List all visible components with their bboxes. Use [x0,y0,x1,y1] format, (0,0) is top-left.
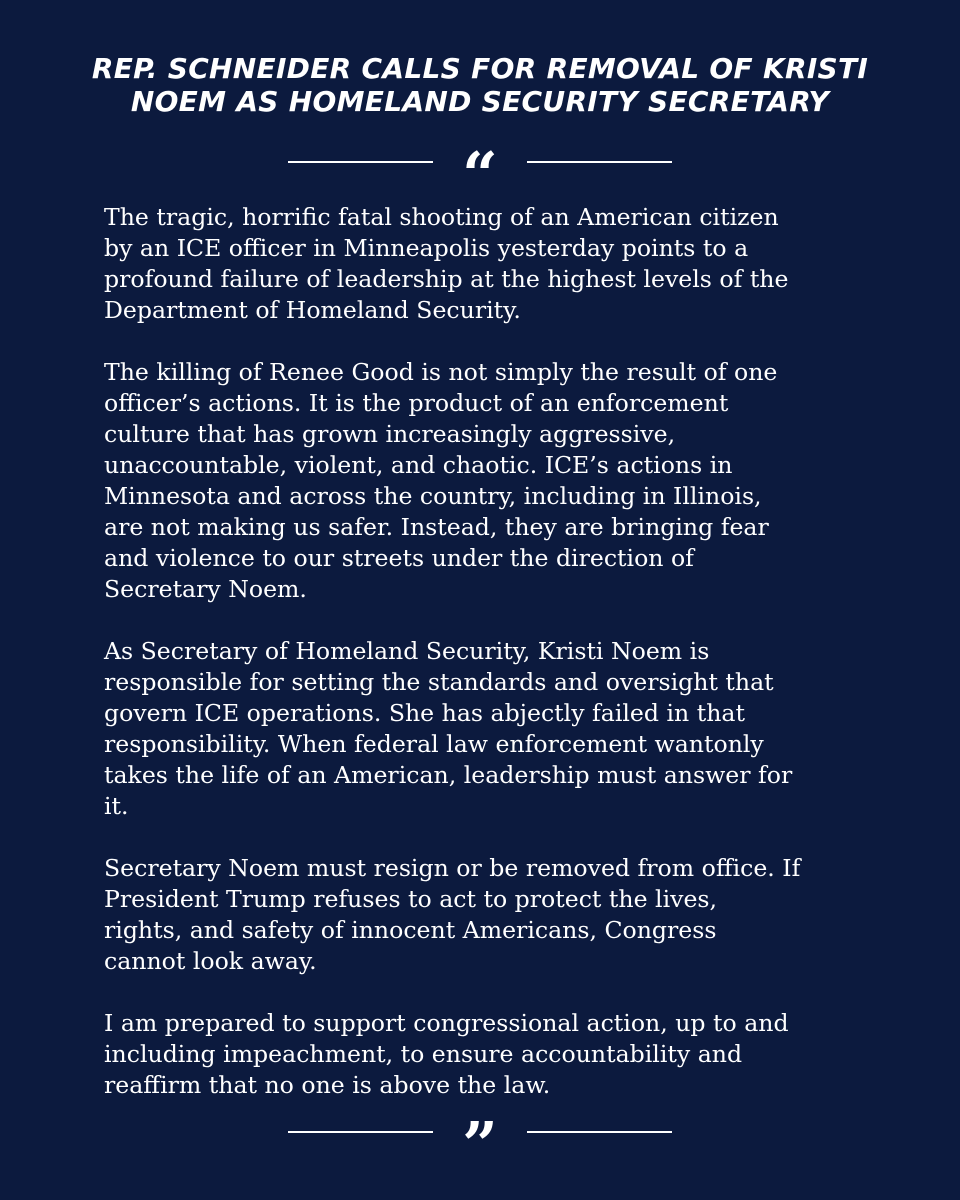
paragraph-line: responsible for setting the standards and oversight that [104,668,774,696]
paragraph-line: President Trump refuses to act to protect the lives, [104,885,718,913]
statement-paragraph [104,357,874,605]
paragraph-line: Minnesota and across the country, including in Illinois, [104,482,762,510]
paragraph-line: unaccountable, violent, and chaotic. ICE’s actions in [104,451,733,479]
paragraph-line: I am prepared to support congressional action, up to and [104,1009,789,1037]
paragraph-line: are not making us safer. Instead, they are bringing fear [104,513,769,541]
divider-rule-left [288,1131,433,1133]
paragraph-line: The killing of Renee Good is not simply the result of one [104,358,778,386]
paragraph-line: by an ICE officer in Minneapolis yesterday points to a [104,234,749,262]
paragraph-line: profound failure of leadership at the highest levels of the [104,265,789,293]
headline-line: NOEM AS HOMELAND SECURITY SECRETARY [130,85,830,118]
statement-paragraph [104,202,874,326]
headline [0,52,960,118]
divider-rule-left [288,161,433,163]
divider-rule-right [527,161,672,163]
statement-body [104,202,874,1132]
closing-quote-divider [0,1108,960,1181]
paragraph-line: rights, and safety of innocent Americans, Congress [104,916,717,944]
paragraph-line: and violence to our streets under the direction of [104,544,694,572]
paragraph-line: cannot look away. [104,947,317,975]
paragraph-line: Secretary Noem must resign or be removed from office. If [104,854,801,882]
paragraph-line: including impeachment, to ensure accountability and [104,1040,743,1068]
open-quote-icon: “ [462,138,498,211]
headline-line: REP. SCHNEIDER CALLS FOR REMOVAL OF KRISTI [91,52,869,85]
paragraph-line: responsibility. When federal law enforcement wantonly [104,730,764,758]
statement-paragraph [104,853,874,977]
paragraph-line: reaffirm that no one is above the law. [104,1071,551,1099]
opening-quote-divider [0,138,960,211]
paragraph-line: As Secretary of Homeland Security, Kristi Noem is [104,637,710,665]
statement-paragraph [104,636,874,822]
paragraph-line: govern ICE operations. She has abjectly failed in that [104,699,745,727]
paragraph-line: takes the life of an American, leadership must answer for [104,761,793,789]
paragraph-line: it. [104,792,129,820]
statement-paragraph [104,1008,874,1101]
paragraph-line: Department of Homeland Security. [104,296,521,324]
paragraph-line: officer’s actions. It is the product of an enforcement [104,389,729,417]
close-quote-icon: ” [462,1108,498,1181]
paragraph-line: Secretary Noem. [104,575,307,603]
paragraph-line: The tragic, horrific fatal shooting of an American citizen [104,203,779,231]
paragraph-line: culture that has grown increasingly aggressive, [104,420,676,448]
divider-rule-right [527,1131,672,1133]
